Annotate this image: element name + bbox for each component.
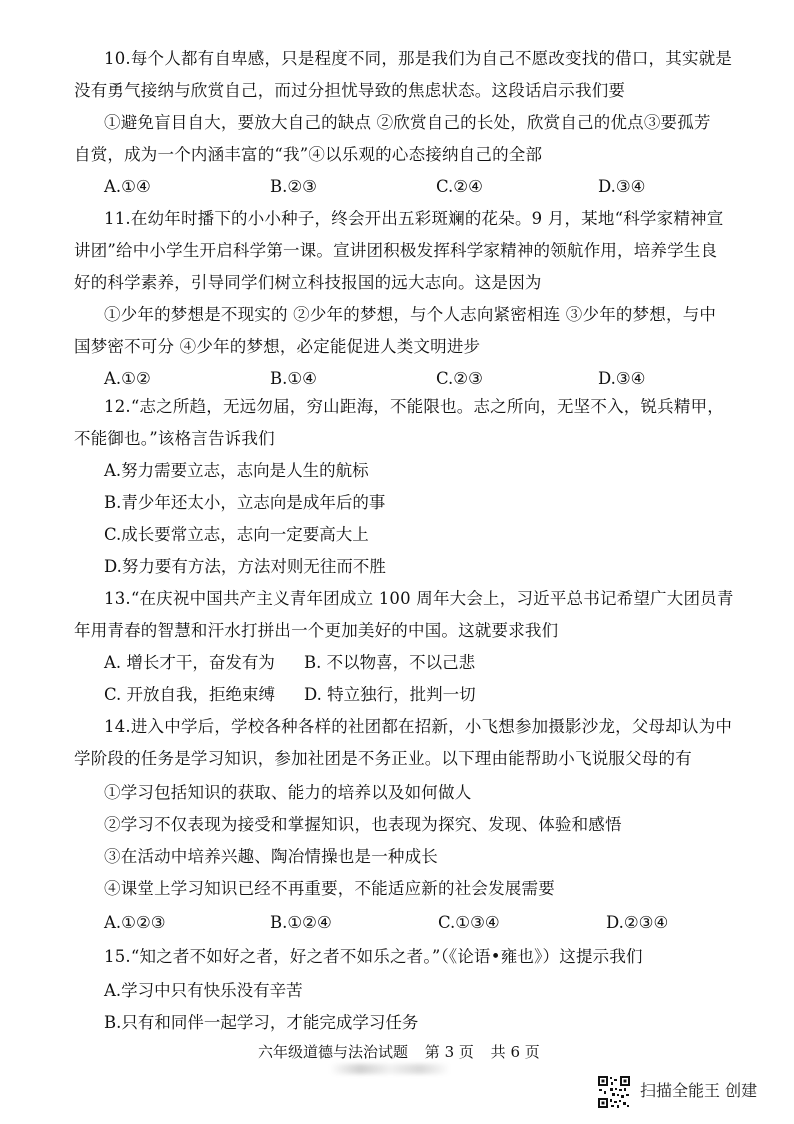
q11-option-c[interactable]: C.②③ xyxy=(436,369,483,388)
q14-item-4: ④课堂上学习知识已经不再重要，不能适应新的社会发展需要 xyxy=(104,879,555,898)
q11-item-line-2: 国梦密不可分 ④少年的梦想，必定能促进人类文明进步 xyxy=(74,337,481,356)
q14-option-d[interactable]: D.②③④ xyxy=(606,913,669,932)
q14-item-2: ②学习不仅表现为接受和掌握知识，也表现为探究、发现、体验和感悟 xyxy=(104,815,622,834)
q13-stem-line-1: 13.“在庆祝中国共产主义青年团成立 100 周年大会上，习近平总书记希望广大团员青 xyxy=(104,589,734,608)
footer-total-pages: 共 6 页 xyxy=(490,1043,540,1061)
page-footer xyxy=(258,1042,552,1062)
q15-stem-line-1: 15.“知之者不如好之者，好之者不如乐之者。”（《论语•雍也》）这提示我们 xyxy=(104,947,643,966)
q12-option-a[interactable]: A.努力需要立志，志向是人生的航标 xyxy=(104,461,369,480)
q14-stem-line-1: 14.进入中学后，学校各种各样的社团都在招新，小飞想参加摄影沙龙，父母却认为中 xyxy=(104,717,733,736)
qr-code-icon xyxy=(597,1075,631,1109)
q15-option-b-line[interactable]: B.只有和同伴一起学习，才能完成学习任务 xyxy=(104,1013,419,1032)
scan-smudge xyxy=(330,1064,450,1074)
q11-stem-line-2: 讲团”给中小学生开启科学第一课。宣讲团积极发挥科学家精神的领航作用，培养学生良 xyxy=(74,241,718,260)
q11-stem-line-1: 11.在幼年时播下的小小种子，终会开出五彩斑斓的花朵。9 月，某地“科学家精神宣 xyxy=(104,209,724,228)
q12-stem-line-2: 不能御也。”该格言告诉我们 xyxy=(74,429,275,448)
scanner-watermark: 扫描全能王 创建 xyxy=(640,1081,758,1100)
q10-item-line-1: ①避免盲目自大，要放大自己的缺点 ②欣赏自己的长处，欣赏自己的优点③要孤芳 xyxy=(104,113,711,132)
q13-option-d[interactable]: D. 特立独行，批判一切 xyxy=(304,685,476,704)
q11-stem-line-3: 好的科学素养，引导同学们树立科技报国的远大志向。这是因为 xyxy=(74,273,542,292)
q13-stem-line-2: 年用青春的智慧和汗水打拼出一个更加美好的中国。这就要求我们 xyxy=(74,621,559,640)
q10-item-line-2: 自赏，成为一个内涵丰富的“我”④以乐观的心态接纳自己的全部 xyxy=(74,145,543,164)
q15-option-a[interactable]: A.学习中只有快乐没有辛苦 xyxy=(104,981,303,1000)
q13-option-b[interactable]: B. 不以物喜，不以己悲 xyxy=(304,653,476,672)
q14-stem-line-2: 学阶段的任务是学习知识，参加社团是不务正业。以下理由能帮助小飞说服父母的有 xyxy=(74,749,692,768)
footer-page-number: 第 3 页 xyxy=(424,1043,474,1061)
q14-item-1: ①学习包括知识的获取、能力的培养以及如何做人 xyxy=(104,783,472,802)
q12-option-b[interactable]: B.青少年还太小，立志向是成年后的事 xyxy=(104,493,386,512)
q12-option-d[interactable]: D.努力要有方法，方法对则无往而不胜 xyxy=(104,557,386,576)
q10-option-b[interactable]: B.②③ xyxy=(270,177,317,196)
q11-option-b[interactable]: B.①④ xyxy=(270,369,317,388)
q10-option-a[interactable]: A.①④ xyxy=(104,177,151,196)
q10-stem-line-2: 没有勇气接纳与欣赏自己，而过分担忧导致的焦虑状态。这段话启示我们要 xyxy=(74,81,626,100)
q10-stem-line-1: 10.每个人都有自卑感，只是程度不同，那是我们为自己不愿改变找的借口，其实就是 xyxy=(104,49,733,68)
q13-option-a[interactable]: A. 增长才干，奋发有为 xyxy=(104,653,275,672)
q12-option-c[interactable]: C.成长要常立志，志向一定要高大上 xyxy=(104,525,369,544)
q13-option-c[interactable]: C. 开放自我，拒绝束缚 xyxy=(104,685,276,704)
q14-option-c[interactable]: C.①③④ xyxy=(438,913,500,932)
q11-item-line-1: ①少年的梦想是不现实的 ②少年的梦想，与个人志向紧密相连 ③少年的梦想，与中 xyxy=(104,305,717,324)
q14-item-3: ③在活动中培养兴趣、陶冶情操也是一种成长 xyxy=(104,847,438,866)
q10-option-d[interactable]: D.③④ xyxy=(598,177,646,196)
q14-option-b[interactable]: B.①②④ xyxy=(270,913,332,932)
q11-option-d[interactable]: D.③④ xyxy=(598,369,646,388)
footer-subject: 六年级道德与法治试题 xyxy=(258,1043,409,1061)
q14-option-a[interactable]: A.①②③ xyxy=(104,913,166,932)
q11-option-a[interactable]: A.①② xyxy=(104,369,151,388)
q12-stem-line-1: 12.“志之所趋，无远勿届，穷山距海，不能限也。志之所向，无坚不入，锐兵精甲， xyxy=(104,397,724,416)
q10-option-c[interactable]: C.②④ xyxy=(436,177,483,196)
